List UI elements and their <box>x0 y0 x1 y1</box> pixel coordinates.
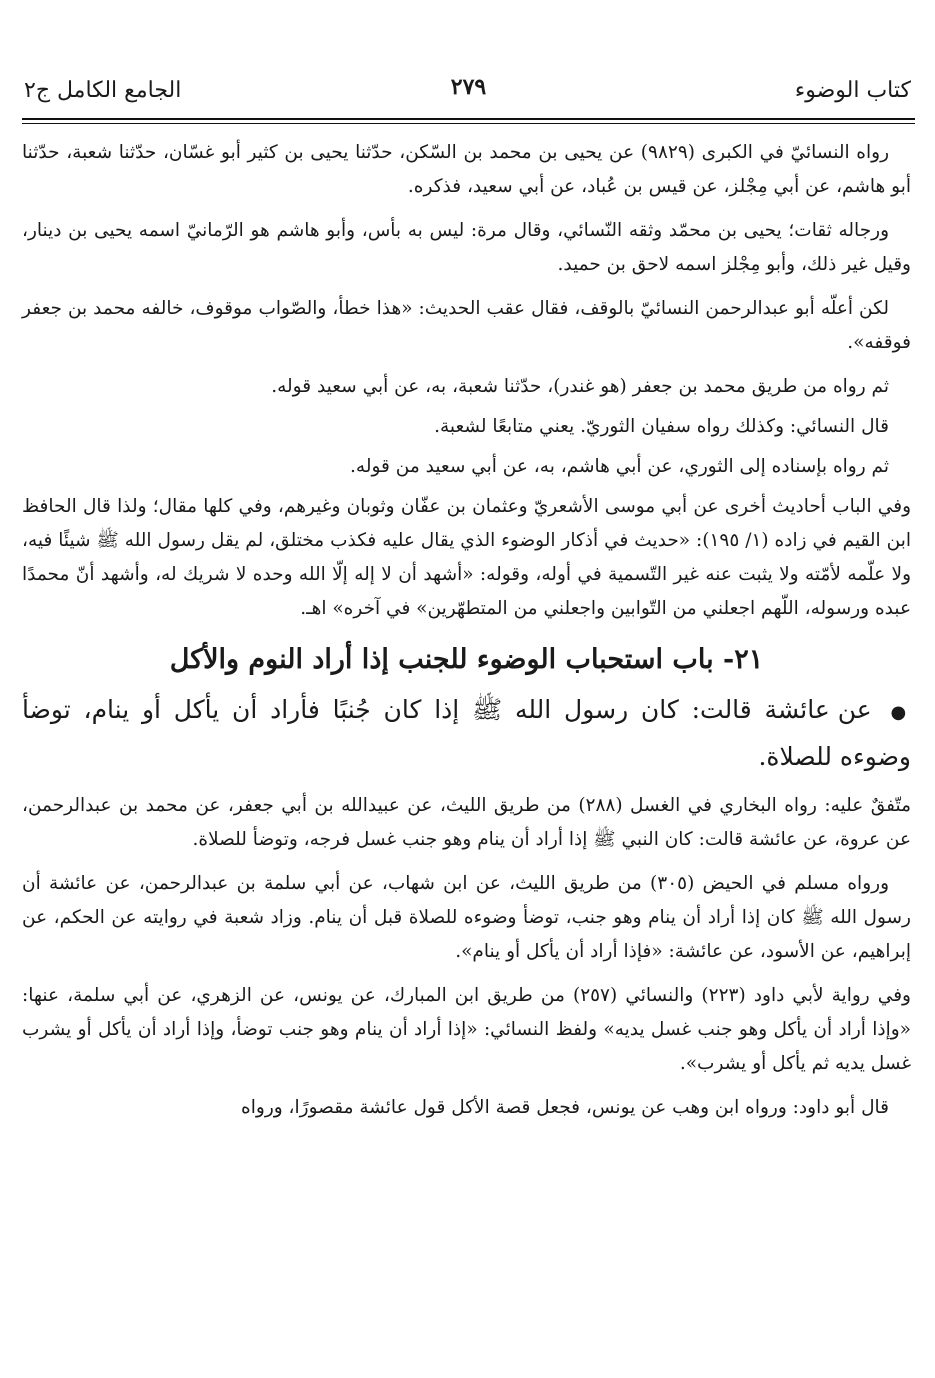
hadith-body: عن عائشة قالت: كان رسول الله ﷺ إذا كان جُنبًا فأراد أن يأكل أو ينام، توضأ وضوءه للصلاة. <box>22 695 911 771</box>
paragraph: قال أبو داود: ورواه ابن وهب عن يونس، فجعل قصة الأكل قول عائشة مقصورًا، ورواه <box>241 1097 889 1118</box>
header-volume-title: الجامع الكامل ج٢ <box>24 78 182 103</box>
header-rule-thin <box>22 123 915 124</box>
paragraph: ثم رواه بإسناده إلى الثوري، عن أبي هاشم، به، عن أبي سعيد من قوله. <box>350 456 889 477</box>
page-body <box>22 136 911 1135</box>
paragraph: قال النسائي: وكذلك رواه سفيان الثوريّ. يعني متابعًا لشعبة. <box>434 416 889 437</box>
paragraph: ورواه مسلم في الحيض (٣٠٥) من طريق الليث، عن ابن شهاب، عن أبي سلمة بن عبدالرحمن، عن عائشة أن رسول الله ﷺ كان إذا أراد أن ينام وهو جنب، توضأ وضوءه للصلاة قبل أن ينام. وزاد شعبة في روايته عن الحكم، عن إبراهيم، عن الأسود، عن عائشة: «فإذا أراد أن يأكل أو ينام». <box>22 873 911 962</box>
page-header <box>22 70 915 110</box>
paragraph: وفي رواية لأبي داود (٢٢٣) والنسائي (٢٥٧) من طريق ابن المبارك، عن يونس، عن الزهري، عن أبي سلمة، عنها: «وإذا أراد أن يأكل وهو جنب غسل يديه» ولفظ النسائي: «إذا أراد أن ينام وهو جنب توضأ، وإذا أراد أن يأكل أو يشرب غسل يديه ثم يأكل أو يشرب». <box>22 985 911 1074</box>
paragraph: رواه النسائيّ في الكبرى (٩٨٢٩) عن يحيى بن محمد بن السّكن، حدّثنا يحيى بن كثير أبو غسّان، حدّثنا شعبة، حدّثنا أبو هاشم، عن أبي مِجْلز، عن قيس بن عُباد، عن أبي سعيد، فذكره. <box>22 142 911 197</box>
hadith-text <box>22 688 911 779</box>
page-number: ٢٧٩ <box>450 74 487 100</box>
paragraph: ثم رواه من طريق محمد بن جعفر (هو غندر)، حدّثنا شعبة، به، عن أبي سعيد قوله. <box>271 376 889 397</box>
paragraph: متّفقٌ عليه: رواه البخاري في الغسل (٢٨٨) من طريق الليث، عن عبيدالله بن أبي جعفر، عن محمد بن عبدالرحمن، عن عروة، عن عائشة قالت: كان النبي ﷺ إذا أراد أن ينام وهو جنب غسل فرجه، وتوضأ للصلاة. <box>22 795 911 850</box>
paragraph: ورجاله ثقات؛ يحيى بن محمّد وثقه النّسائي، وقال مرة: ليس به بأس، وأبو هاشم هو الرّمانيّ اسمه يحيى بن دينار، وقيل غير ذلك، وأبو مِجْلز اسمه لاحق بن حميد. <box>22 220 911 275</box>
paragraph: لكن أعلّه أبو عبدالرحمن النسائيّ بالوقف، فقال عقب الحديث: «هذا خطأ، والصّواب موقوف، خالفه محمد بن جعفر فوقفه». <box>22 298 911 353</box>
bullet-icon: ● <box>890 702 911 723</box>
header-rule-thick <box>22 118 915 120</box>
paragraph: وفي الباب أحاديث أخرى عن أبي موسى الأشعريّ وعثمان بن عفّان وثوبان وغيرهم، وفي كلها مقال؛ ولذا قال الحافظ ابن القيم في زاده (١/ ١٩٥): «حديث في أذكار الوضوء الذي يقال عليه فكذب مختلق، لم يقل رسول الله ﷺ شيئًا فيه، ولا علّمه لأمّته ولا يثبت عنه غير التّسمية في أوله، وقوله: «أشهد أن لا إله إلّا الله وحده لا شريك له، وأشهد أنّ محمدًا عبده ورسوله، اللّهم اجعلني من التّوابين واجعلني من المتطهّرين» في آخره» اهـ. <box>22 496 911 619</box>
header-book-title: كتاب الوضوء <box>794 78 911 103</box>
chapter-title: ٢١- باب استحباب الوضوء للجنب إذا أراد النوم والأكل <box>169 644 764 675</box>
